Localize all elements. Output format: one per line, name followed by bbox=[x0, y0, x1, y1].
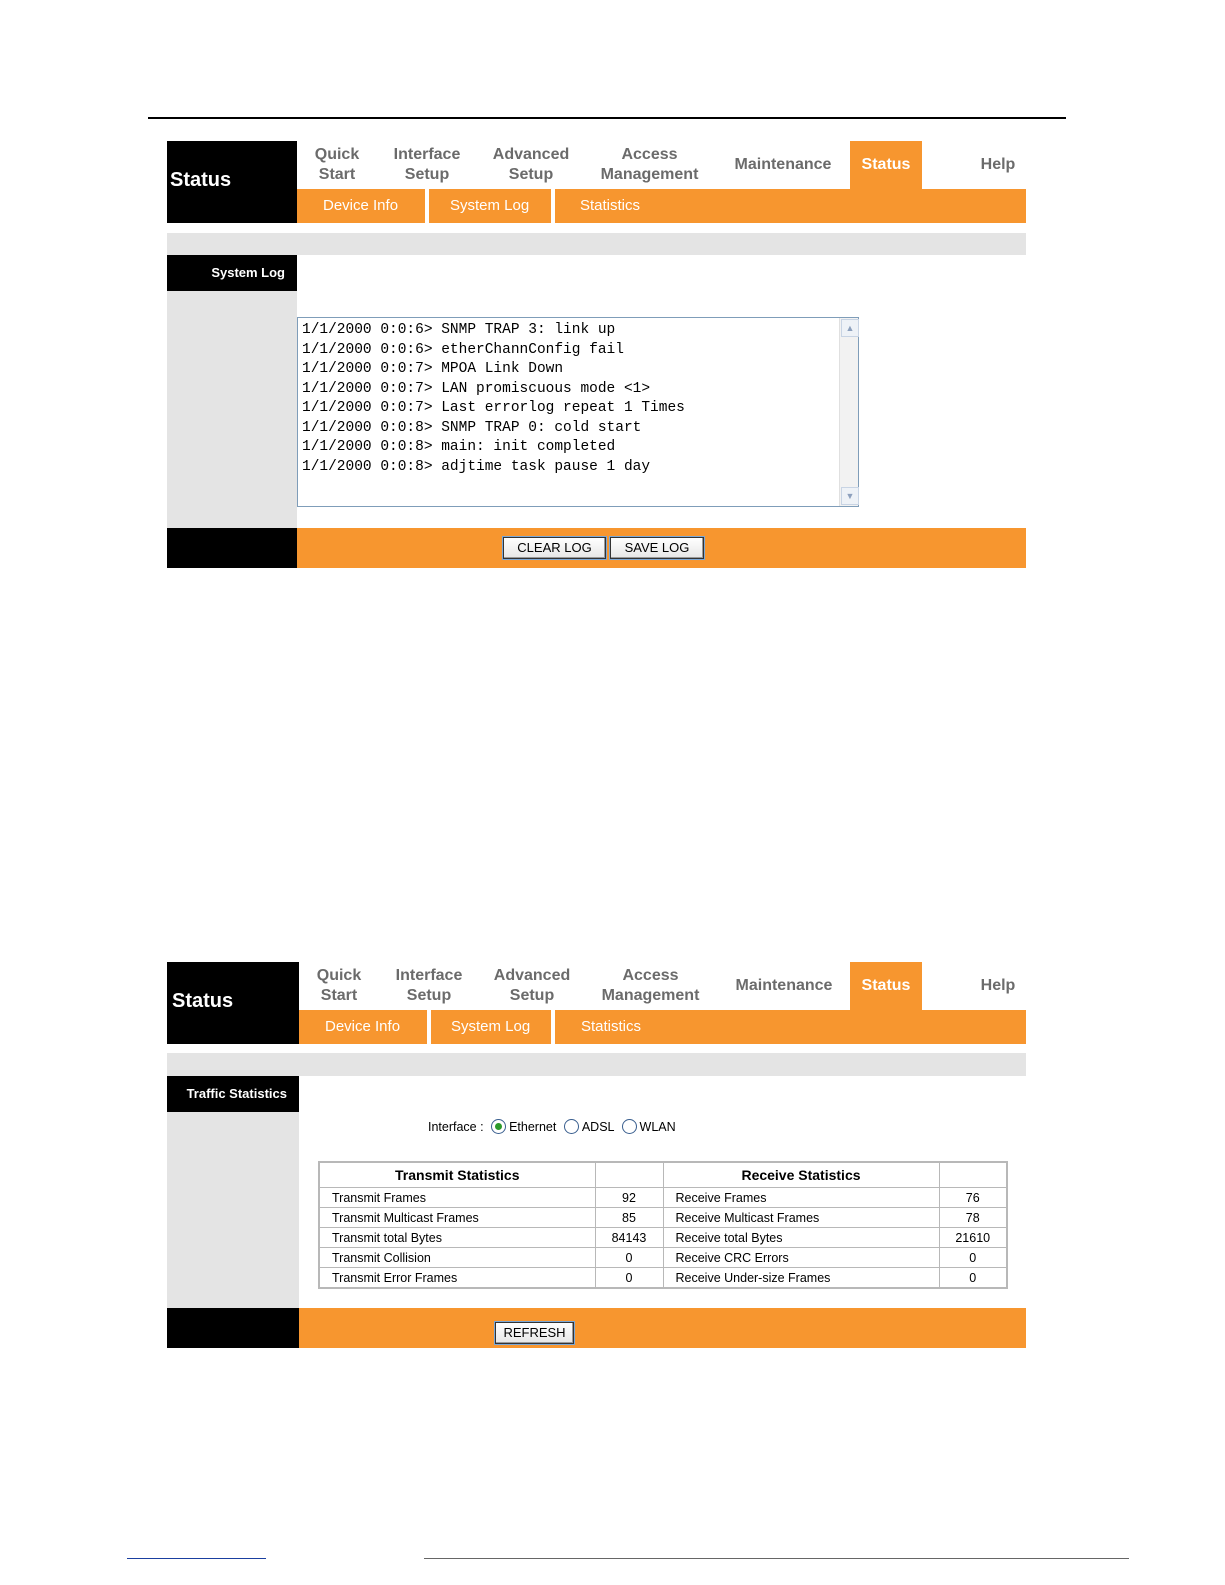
section-header-bar bbox=[167, 1053, 1026, 1076]
nav-maintenance[interactable] bbox=[727, 141, 839, 189]
nav-label: Help bbox=[980, 977, 1016, 994]
system-log-screen bbox=[167, 141, 1026, 569]
nav-status[interactable] bbox=[850, 141, 922, 189]
table-row bbox=[319, 1188, 1007, 1208]
table-row bbox=[319, 1248, 1007, 1268]
transmit-stat-value: 84143 bbox=[595, 1228, 663, 1248]
log-line: 1/1/2000 0:0:6> etherChannConfig fail bbox=[302, 341, 624, 358]
section-title-text: Traffic Statistics bbox=[186, 1086, 287, 1101]
log-line: 1/1/2000 0:0:7> MPOA Link Down bbox=[302, 361, 564, 377]
action-bar bbox=[167, 1308, 1026, 1348]
footer-link-underline bbox=[127, 1558, 266, 1559]
log-line: 1/1/2000 0:0:7> Last errorlog repeat 1 Times bbox=[302, 400, 685, 416]
nav-label: Status bbox=[861, 156, 911, 173]
receive-stat-value: 76 bbox=[939, 1188, 1007, 1208]
interface-radio-ethernet[interactable] bbox=[487, 1120, 556, 1134]
subnav-system-log[interactable]: System Log bbox=[450, 197, 530, 214]
interface-label: Interface : bbox=[428, 1120, 484, 1134]
subnav-divider bbox=[427, 1010, 431, 1044]
receive-stat-value: 0 bbox=[939, 1248, 1007, 1268]
receive-stat-value: 0 bbox=[939, 1268, 1007, 1289]
interface-option-label: ADSL bbox=[581, 1120, 615, 1134]
receive-value-header bbox=[939, 1162, 1007, 1188]
transmit-stat-label: Transmit Error Frames bbox=[319, 1268, 595, 1289]
section-title-traffic-statistics bbox=[167, 1076, 299, 1112]
radio-unchecked-icon[interactable] bbox=[622, 1119, 637, 1134]
subnav-device-info[interactable]: Device Info bbox=[323, 197, 399, 214]
subnav-system-log[interactable]: System Log bbox=[451, 1018, 531, 1035]
subnav-divider bbox=[425, 189, 429, 223]
clear-log-button[interactable]: CLEAR LOG bbox=[503, 537, 606, 559]
radio-unchecked-icon[interactable] bbox=[564, 1119, 579, 1134]
traffic-statistics-screen bbox=[167, 962, 1026, 1348]
interface-radio-adsl[interactable] bbox=[560, 1120, 614, 1134]
table-row bbox=[319, 1228, 1007, 1248]
nav-label: Status bbox=[861, 977, 911, 994]
section-title-text: System Log bbox=[211, 265, 285, 280]
log-line: 1/1/2000 0:0:8> main: init completed bbox=[302, 439, 616, 455]
save-log-button[interactable]: SAVE LOG bbox=[610, 537, 704, 559]
nav-label: Quick Start bbox=[316, 967, 362, 1004]
traffic-statistics-table bbox=[318, 1161, 1008, 1289]
receive-stat-value: 78 bbox=[939, 1208, 1007, 1228]
scroll-up-icon[interactable]: ▲ bbox=[841, 319, 859, 337]
section-header-bar bbox=[167, 233, 1026, 255]
receive-stat-label: Receive Frames bbox=[663, 1188, 939, 1208]
nav-status[interactable] bbox=[850, 962, 922, 1010]
nav-label: Quick Start bbox=[314, 146, 360, 183]
transmit-stat-label: Transmit Collision bbox=[319, 1248, 595, 1268]
action-bar-left bbox=[167, 1308, 299, 1348]
nav-label: Maintenance bbox=[734, 156, 832, 173]
log-line: 1/1/2000 0:0:8> adjtime task pause 1 day bbox=[302, 458, 651, 475]
action-bar-left bbox=[167, 528, 297, 568]
sub-nav bbox=[299, 1010, 1026, 1044]
log-scrollbar[interactable] bbox=[839, 318, 858, 506]
table-row bbox=[319, 1208, 1007, 1228]
footer-rule bbox=[424, 1558, 1129, 1559]
refresh-button[interactable]: REFRESH bbox=[495, 1322, 574, 1344]
nav-interface-setup[interactable] bbox=[382, 141, 472, 189]
sub-nav bbox=[297, 189, 1026, 223]
transmit-stat-label: Transmit total Bytes bbox=[319, 1228, 595, 1248]
transmit-stat-value: 85 bbox=[595, 1208, 663, 1228]
log-line: 1/1/2000 0:0:6> SNMP TRAP 3: link up bbox=[302, 322, 616, 338]
system-log-textarea[interactable] bbox=[297, 317, 859, 507]
transmit-stat-value: 0 bbox=[595, 1268, 663, 1289]
transmit-stat-label: Transmit Multicast Frames bbox=[319, 1208, 595, 1228]
radio-checked-icon[interactable] bbox=[491, 1119, 506, 1134]
log-line: 1/1/2000 0:0:8> SNMP TRAP 0: cold start bbox=[302, 419, 642, 436]
nav-quick-start[interactable] bbox=[299, 962, 379, 1010]
receive-stat-label: Receive Under-size Frames bbox=[663, 1268, 939, 1289]
log-line: 1/1/2000 0:0:7> LAN promiscuous mode <1> bbox=[302, 380, 651, 397]
brand-title: Status bbox=[170, 169, 232, 191]
subnav-divider bbox=[551, 1010, 555, 1044]
nav-label: Access Management bbox=[601, 967, 700, 1004]
nav-advanced-setup[interactable] bbox=[482, 141, 580, 189]
interface-selector bbox=[428, 1119, 676, 1134]
nav-access-management[interactable] bbox=[592, 141, 707, 189]
nav-maintenance[interactable] bbox=[728, 962, 840, 1010]
receive-stat-label: Receive CRC Errors bbox=[663, 1248, 939, 1268]
nav-advanced-setup[interactable] bbox=[483, 962, 581, 1010]
subnav-statistics[interactable]: Statistics bbox=[580, 197, 641, 214]
left-column bbox=[167, 255, 297, 529]
subnav-divider bbox=[551, 189, 555, 223]
scroll-down-icon[interactable]: ▼ bbox=[841, 487, 859, 505]
interface-radio-wlan[interactable] bbox=[618, 1120, 676, 1134]
log-text bbox=[302, 321, 685, 477]
nav-quick-start[interactable] bbox=[297, 141, 377, 189]
transmit-stat-value: 0 bbox=[595, 1248, 663, 1268]
brand-title: Status bbox=[172, 990, 234, 1012]
nav-help[interactable] bbox=[967, 141, 1029, 189]
subnav-device-info[interactable]: Device Info bbox=[325, 1018, 401, 1035]
nav-label: Help bbox=[980, 156, 1016, 173]
receive-stat-value: 21610 bbox=[939, 1228, 1007, 1248]
nav-label: Advanced Setup bbox=[493, 967, 571, 1004]
transmit-header: Transmit Statistics bbox=[319, 1162, 595, 1188]
nav-label: Maintenance bbox=[735, 977, 833, 994]
section-title-system-log bbox=[167, 255, 297, 291]
main-nav bbox=[167, 141, 1026, 189]
interface-option-label: WLAN bbox=[639, 1120, 676, 1134]
brand-status bbox=[167, 141, 297, 223]
nav-access-management[interactable] bbox=[593, 962, 708, 1010]
subnav-statistics[interactable]: Statistics bbox=[581, 1018, 642, 1035]
transmit-value-header bbox=[595, 1162, 663, 1188]
action-bar bbox=[167, 528, 1026, 568]
interface-option-label: Ethernet bbox=[509, 1120, 557, 1134]
table-row bbox=[319, 1268, 1007, 1289]
receive-stat-label: Receive total Bytes bbox=[663, 1228, 939, 1248]
page-top-rule bbox=[148, 117, 1066, 119]
transmit-stat-label: Transmit Frames bbox=[319, 1188, 595, 1208]
brand-status bbox=[167, 962, 299, 1044]
table-header-row bbox=[319, 1162, 1007, 1188]
nav-interface-setup[interactable] bbox=[384, 962, 474, 1010]
transmit-stat-value: 92 bbox=[595, 1188, 663, 1208]
nav-label: Interface Setup bbox=[393, 146, 461, 183]
receive-header: Receive Statistics bbox=[663, 1162, 939, 1188]
main-nav bbox=[167, 962, 1026, 1010]
nav-label: Access Management bbox=[600, 146, 699, 183]
nav-help[interactable] bbox=[967, 962, 1029, 1010]
nav-label: Advanced Setup bbox=[492, 146, 570, 183]
nav-label: Interface Setup bbox=[395, 967, 463, 1004]
receive-stat-label: Receive Multicast Frames bbox=[663, 1208, 939, 1228]
